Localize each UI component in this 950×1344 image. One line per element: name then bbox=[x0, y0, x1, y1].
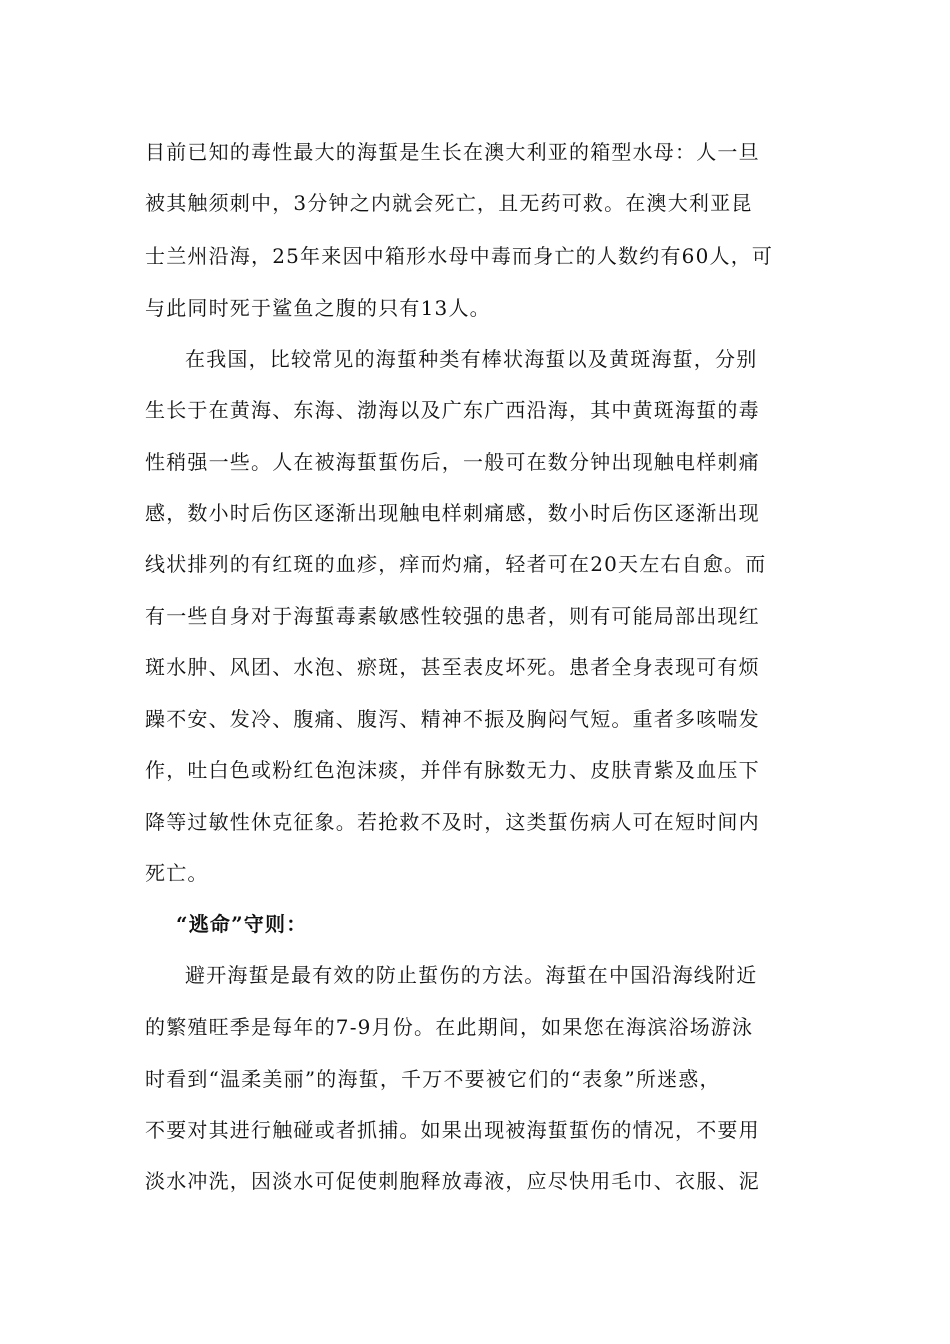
text-line: 作，吐白色或粉红色泡沫痰，并伴有脉数无力、皮肤青紫及血压下 bbox=[145, 758, 760, 782]
text-line: 死亡。 bbox=[145, 861, 209, 885]
text-line: 斑水肿、风团、水泡、瘀斑，甚至表皮坏死。患者全身表现可有烦 bbox=[145, 655, 760, 679]
text-line: 避开海蜇是最有效的防止蜇伤的方法。海蜇在中国沿海线附近 bbox=[185, 963, 758, 987]
text-line: 有一些自身对于海蜇毒素敏感性较强的患者，则有可能局部出现红 bbox=[145, 604, 760, 628]
text-line: 感，数小时后伤区逐渐出现触电样刺痛感，数小时后伤区逐渐出现 bbox=[145, 501, 760, 525]
text-line: 目前已知的毒性最大的海蜇是生长在澳大利亚的箱型水母：人一旦 bbox=[145, 140, 760, 164]
text-line: 不要对其进行触碰或者抓捕。如果出现被海蜇蜇伤的情况，不要用 bbox=[145, 1118, 760, 1142]
text-line: 生长于在黄海、东海、渤海以及广东广西沿海，其中黄斑海蜇的毒 bbox=[145, 398, 760, 422]
text-line: 淡水冲洗，因淡水可促使刺胞释放毒液，应尽快用毛巾、衣服、泥 bbox=[145, 1169, 760, 1193]
section-heading: “逃命”守则： bbox=[176, 912, 308, 936]
text-line: 被其触须刺中，3分钟之内就会死亡，且无药可救。在澳大利亚昆 bbox=[145, 191, 753, 215]
text-line: 线状排列的有红斑的血疹，痒而灼痛，轻者可在20天左右自愈。而 bbox=[145, 552, 767, 576]
text-line: 降等过敏性休克征象。若抢救不及时，这类蜇伤病人可在短时间内 bbox=[145, 810, 760, 834]
text-line: 时看到“温柔美丽”的海蜇，千万不要被它们的“表象”所迷惑， bbox=[145, 1067, 721, 1091]
text-line: 的繁殖旺季是每年的7-9月份。在此期间，如果您在海滨浴场游泳 bbox=[145, 1015, 754, 1039]
text-line: 士兰州沿海，25年来因中箱形水母中毒而身亡的人数约有60人，可 bbox=[145, 244, 774, 268]
text-line: 与此同时死于鲨鱼之腹的只有13人。 bbox=[145, 296, 491, 320]
text-line: 性稍强一些。人在被海蜇蜇伤后，一般可在数分钟出现触电样刺痛 bbox=[145, 450, 760, 474]
text-line: 躁不安、发冷、腹痛、腹泻、精神不振及胸闷气短。重者多咳喘发 bbox=[145, 707, 760, 731]
text-line: 在我国，比较常见的海蜇种类有棒状海蜇以及黄斑海蜇，分别 bbox=[185, 347, 758, 371]
